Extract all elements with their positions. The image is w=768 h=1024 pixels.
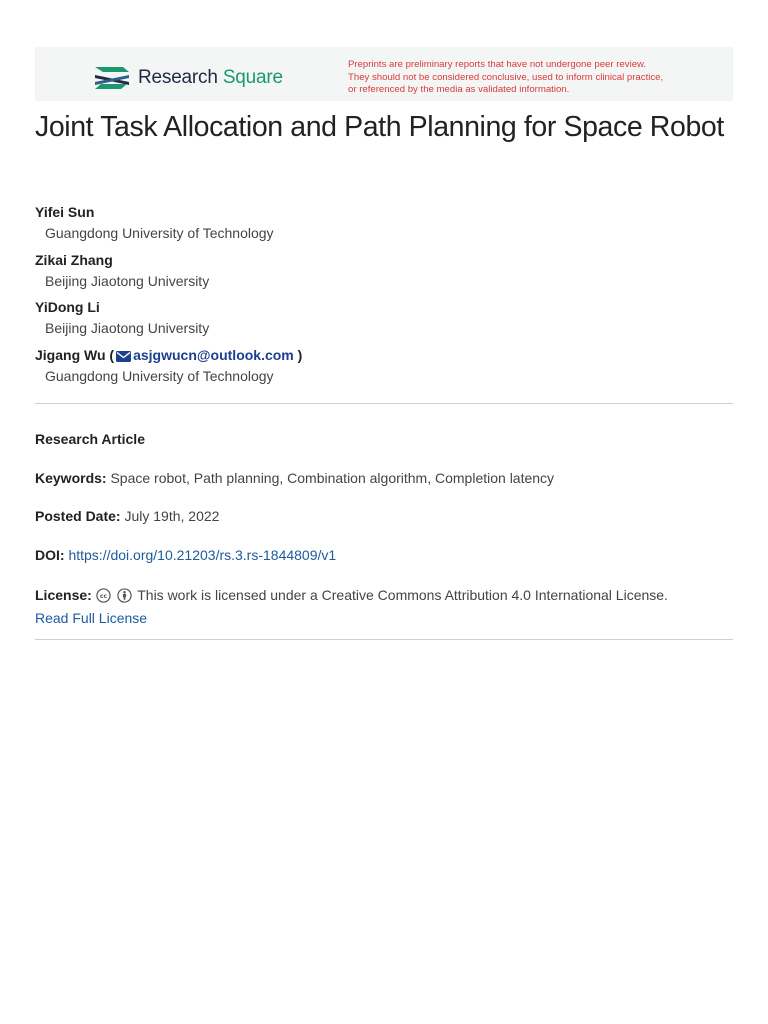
article-type [35,429,735,449]
keywords-value: Space robot, Path planning, Combination algorithm, Completion latency [110,470,555,486]
svg-text:cc: cc [99,592,107,600]
author-affiliation: Beijing Jiaotong University [45,320,210,337]
author-name: YiDong Li [35,299,100,316]
section-divider [35,639,733,640]
license-label: License: [35,587,92,603]
license-row [35,584,735,630]
posted-date-value: July 19th, 2022 [124,508,220,524]
doi-row [35,545,735,565]
disclaimer-line: Preprints are preliminary reports that have not undergone peer review. [348,59,647,70]
posted-date-row [35,506,735,526]
research-square-logo-icon [93,63,131,93]
envelope-icon [116,351,131,362]
cc-icon [96,588,111,603]
author-list [35,202,735,393]
article-type-value: Research Article [35,431,145,447]
corresponding-author-name: Jigang Wu ( asjgwucn@outlook.com ) [35,347,303,364]
doi-link[interactable]: https://doi.org/10.21203/rs.3.rs-1844809/v1 [68,547,337,563]
license-text: This work is licensed under a Creative Commons Attribution 4.0 International License. [137,587,668,603]
author-entry [35,345,735,393]
section-divider [35,403,733,404]
doi-label: DOI: [35,547,65,563]
posted-date-label: Posted Date: [35,508,121,524]
author-affiliation: Guangdong University of Technology [45,225,274,241]
disclaimer-line: or referenced by the media as validated information. [348,84,570,96]
keywords-label: Keywords: [35,470,107,486]
author-affiliation: Guangdong University of Technology [45,368,274,385]
preprint-disclaimer [348,59,728,97]
research-square-logo[interactable] [93,63,283,93]
research-square-banner [35,47,733,101]
paper-title: Joint Task Allocation and Path Planning for Space Robot [35,111,724,143]
author-entry [35,297,735,345]
research-square-wordmark: Research Square [138,67,283,88]
author-email-link[interactable]: asjgwucn@outlook.com [133,347,294,364]
by-attribution-icon [117,588,132,603]
read-full-license-link[interactable]: Read Full License [35,610,148,626]
author-name: Zikai Zhang [35,251,113,268]
author-affiliation: Beijing Jiaotong University [45,272,210,289]
author-entry [35,250,735,298]
author-name: Yifei Sun [35,204,95,220]
author-entry [35,202,735,250]
keywords-row [35,468,735,488]
author-name: Jigang Wu [35,347,106,364]
disclaimer-line: They should not be considered conclusive, used to inform clinical practice, [348,71,664,83]
